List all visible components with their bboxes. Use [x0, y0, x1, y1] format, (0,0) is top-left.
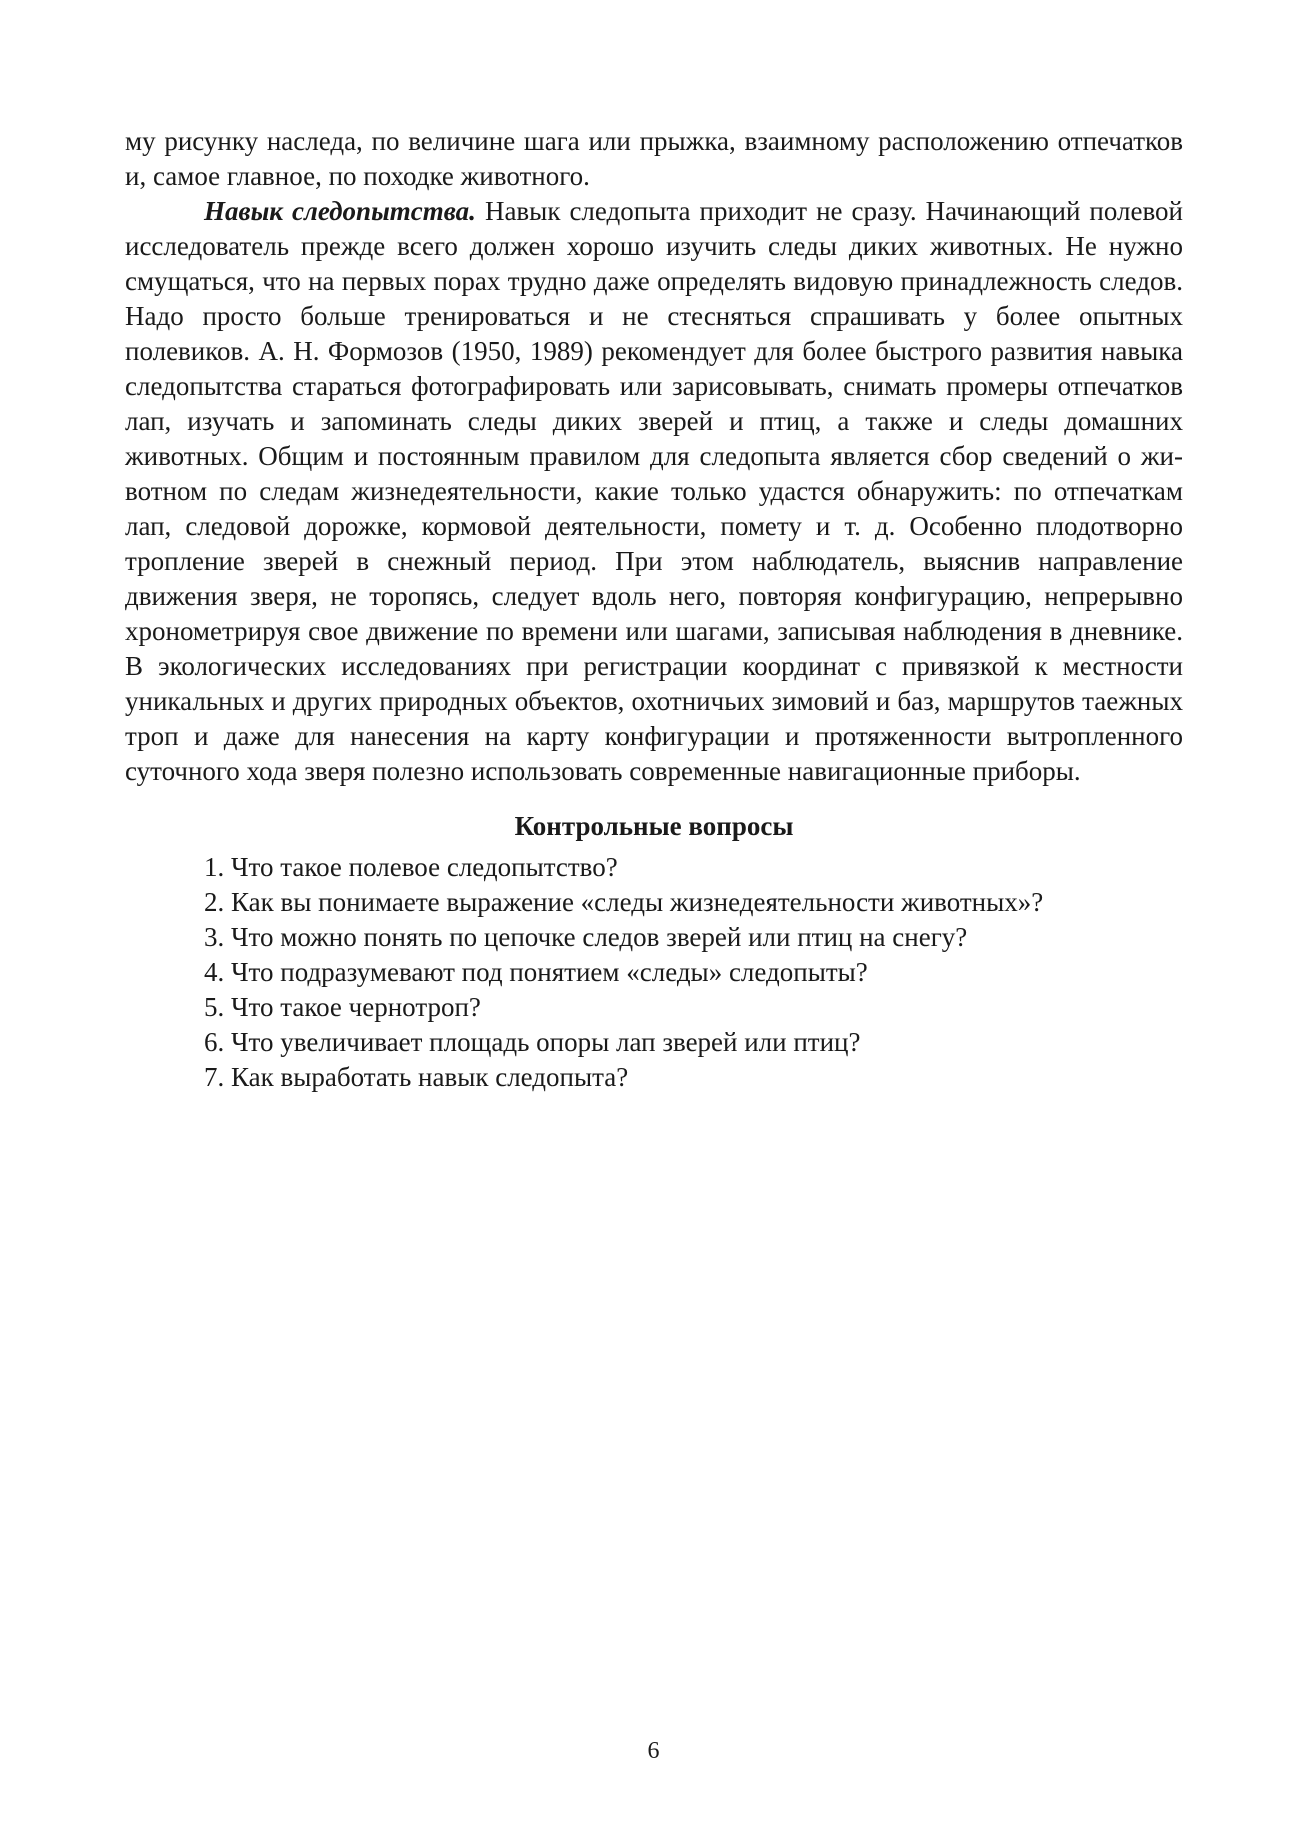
paragraph-lead-term: Навык следопытства. [204, 196, 476, 226]
page-content [125, 124, 1183, 1095]
question-item: 1. Что такое полевое следопытство? [204, 852, 618, 882]
question-item: 6. Что увеличивает площадь опоры лап зверей или птиц? [204, 1027, 861, 1057]
question-item: 4. Что подразумевают под понятием «следы» следопыты? [204, 957, 868, 987]
question-item: 3. Что можно понять по цепочке следов зверей или птиц на снегу? [204, 922, 968, 952]
paragraph-tracking-skill [125, 194, 1183, 789]
question-item: 2. Как вы понимаете выражение «следы жизнедеятельности животных»? [204, 887, 1044, 917]
question-item: 7. Как выработать навык следопыта? [204, 1062, 629, 1092]
paragraph-text: Навык следопыта приходит не сразу. Начинающий полевой исследователь прежде всего должен хорошо изучить следы диких животных. Не нужно смущаться, что на первых порах трудно даже определять видовую принадлежность следов. Надо просто больше тренироваться и не стесняться спрашивать у более опытных полевиков. А. Н. Формозов (1950, 1989) рекомендует для более быстрого развития навыка следопытства стараться фотографировать или зарисовывать, снимать промеры отпечатков лап, изучать и запоминать следы диких зверей и птиц, а также и следы домашних животных. Общим и постоянным правилом для следопыта является сбор сведений о животном по следам жизнедеятельности, какие только удастся обнаружить: по отпечаткам лап, следовой дорожке, кормовой деятельности, помету и т. д. Особенно плодотворно тропление зверей в снежный период. При этом наблюдатель, выяснив направление движения зверя, не торопясь, следует вдоль него, повторяя конфигурацию, непрерывно хронометрируя свое движение по времени или шагами, записывая наблюдения в дневнике. В экологических исследованиях при регистрации координат с привязкой к местности уникальных и других природных объектов, охотничьих зимовий и баз, маршрутов таежных троп и даже для нанесения на карту конфигурации и протяженности вытропленного суточного хода зверя полезно использовать современные навигационные приборы. [125, 196, 1183, 786]
questions-list [125, 850, 1183, 1095]
questions-heading: Контрольные вопросы [514, 811, 794, 841]
question-item: 5. Что такое чернотроп? [204, 992, 481, 1022]
paragraph-continuation [125, 124, 1183, 194]
page-number: 6 [647, 1738, 660, 1764]
paragraph-text: му рисунку наследа, по величине шага или прыжка, взаимному расположению отпечатков и, самое главное, по походке животного. [125, 126, 1183, 191]
